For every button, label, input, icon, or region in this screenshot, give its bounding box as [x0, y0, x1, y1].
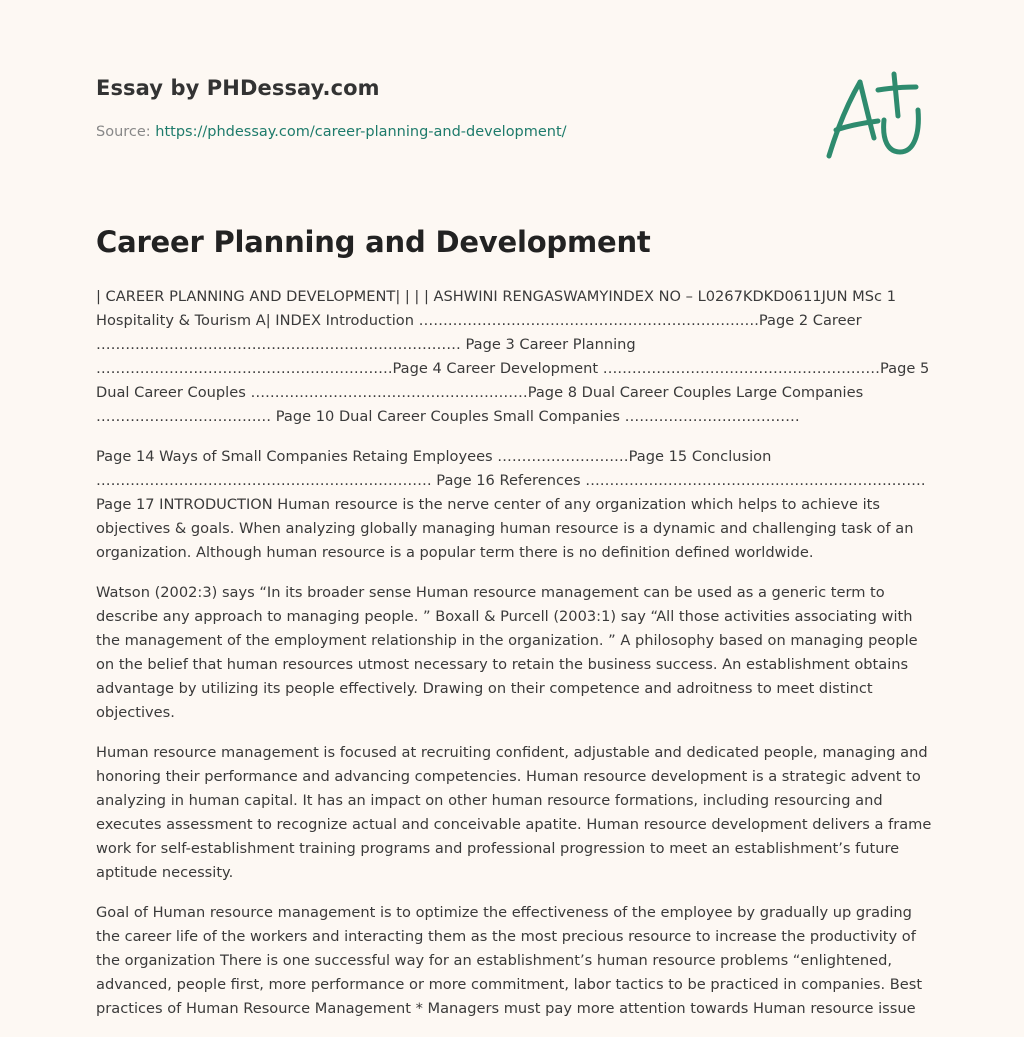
paragraph: Page 14 Ways of Small Companies Retaing Employees ………………………Page 15 Conclusion …………………………………………………………… Page 16 References ……………………………………………………………. Page 17 INTRODUCTION Human resource is the nerve center of any organization which helps to achieve its objectives & goals. When analyzing globally managing human resource is a dynamic and challenging task of an organization. Although human resource is a popular term there is no definition defined worldwide. [96, 448, 926, 561]
paragraph: Human resource management is focused at recruiting confident, adjustable and dedicated people, managing and honoring their performance and advancing competencies. Human resource development is a strategic advent to analyzing in human capital. It has an impact on other human resource formations, including resourcing and executes assessment to recognize actual and conceivable apatite. Human resource development delivers a frame work for self-establishment training programs and professional progression to meet an establishment’s future aptitude necessity. [96, 744, 932, 881]
paragraph: | CAREER PLANNING AND DEVELOPMENT| | | | ASHWINI RENGASWAMYINDEX NO – L0267KDKD0611JUN MSc 1 Hospitality & Tourism A| INDEX Introduction …………………………………………………………….Page 2 Career ………………………………………………………………… Page 3 Career Planning …………………………………………………….Page 4 Career Development …………………………………………………Page 5 Dual Career Couples …………………………………………………Page 8 Dual Career Couples Large Companies ……………………………… Page 10 Dual Career Couples Small Companies ……………………………… [96, 288, 930, 425]
essay-title: Career Planning and Development [96, 225, 651, 259]
a-plus-logo-graphic [822, 68, 930, 164]
paragraph: Watson (2002:3) says “In its broader sense Human resource management can be used as a generic term to describe any approach to managing people. ” Boxall & Purcell (2003:1) say “All those activities associating with the management of the employment relationship in the organization. ” A philosophy based on managing people on the belief that human resources utmost necessary to retain the business success. An establishment obtains advantage by utilizing its people effectively. Drawing on their competence and adroitness to meet distinct objectives. [96, 584, 918, 721]
paragraph: Goal of Human resource management is to optimize the effectiveness of the employee by gradually up grading the career life of the workers and interacting them as the most precious resource to increase the productivity of the organization There is one successful way for an establishment’s human resource problems “enlightened, advanced, people first, more performance or more commitment, labor tactics to be practiced in companies. Best practices of Human Resource Management * Managers must pay more attention towards Human resource issue [96, 904, 923, 1017]
source-label: Source: [96, 124, 156, 140]
essay-body [96, 285, 932, 1037]
source-line [96, 124, 567, 140]
site-brand: Essay by PHDessay.com [96, 76, 380, 100]
a-plus-logo-icon [822, 68, 930, 164]
source-link[interactable]: https://phdessay.com/career-planning-and-development/ [155, 124, 567, 140]
